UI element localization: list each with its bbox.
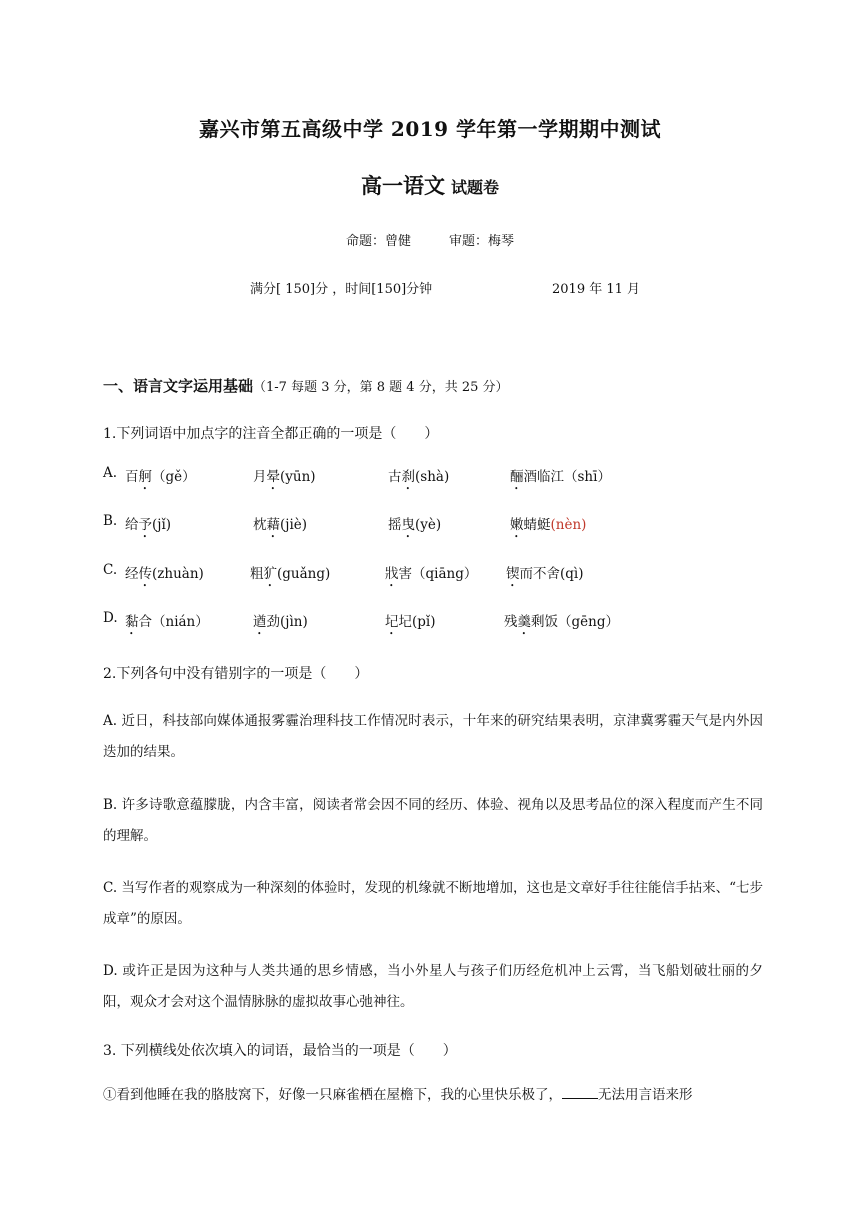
score-time: 满分[ 150]分 ，时间[150]分钟 xyxy=(250,282,433,297)
option-label: B. xyxy=(103,513,118,529)
question-1-option-a xyxy=(103,465,803,487)
word: 黏合（nián） xyxy=(125,614,209,630)
question-2-stem: 2.下列各句中没有错别字的一项是（ ） xyxy=(103,666,369,682)
subject-name: 高一语文 xyxy=(360,173,445,198)
question-2-option-d: D. 或许正是因为这种与人类共通的思乡情感，当小外星人与孩子们历经危机冲上云霄，当飞船划破壮丽的夕阳，观众才会对这个温情脉脉的虚拟故事心弛神往。 xyxy=(103,963,763,1010)
option-label: D. xyxy=(103,610,118,626)
section-note: （1-7 每题 3 分，第 8 题 4 分，共 25 分） xyxy=(253,380,509,395)
word: 遒劲(jìn) xyxy=(253,614,308,630)
section-heading xyxy=(103,375,509,396)
fill-blank xyxy=(562,1085,598,1099)
authors-line xyxy=(0,230,860,249)
word: 给予(jǐ) xyxy=(125,517,172,533)
word: 粗犷(guǎng) xyxy=(250,566,331,582)
section-title: 一、语言文字运用基础 xyxy=(103,377,254,395)
word: 残羹剩饭（gēng） xyxy=(504,614,619,630)
word: 百舸（gě） xyxy=(125,469,196,485)
subject-tail: 试题卷 xyxy=(450,178,499,197)
word: 嫩蜻蜓(nèn) xyxy=(510,517,587,533)
question-3-stem: 3. 下列横线处依次填入的词语，最恰当的一项是（ ） xyxy=(103,1043,457,1059)
reviewer: 审题：梅琴 xyxy=(449,234,515,249)
question-3-line-1: ①看到他睡在我的胳肢窝下，好像一只麻雀栖在屋檐下，我的心里快乐极了， 无法用言语来形 xyxy=(103,1087,693,1103)
word: 摇曳(yè) xyxy=(388,517,442,533)
word: 枕藉(jiè) xyxy=(253,517,308,533)
word: 古刹(shà) xyxy=(388,469,450,485)
exam-date: 2019 年 11 月 xyxy=(552,282,641,297)
question-1-option-d xyxy=(103,610,803,632)
question-1-option-c xyxy=(103,562,803,584)
exam-title: 嘉兴市第五高级中学 2019 学年第一学期期中测试 xyxy=(198,117,662,141)
word: 月晕(yūn) xyxy=(253,469,316,485)
question-1-stem: 1.下列词语中加点字的注音全都正确的一项是（ ） xyxy=(103,426,439,442)
author: 命题：曾健 xyxy=(345,234,411,249)
word: 圮圮(pǐ) xyxy=(385,614,436,630)
option-label: A. xyxy=(103,465,118,481)
question-2-option-c: C. 当写作者的观察成为一种深刻的体验时，发现的机缘就不断地增加，这也是文章好手往往能信手拈来、“七步成章”的原因。 xyxy=(103,880,763,927)
word: 经传(zhuàn) xyxy=(125,566,204,582)
word: 酾酒临江（shī） xyxy=(510,469,611,485)
word: 锲而不舍(qì) xyxy=(506,566,584,582)
question-1-option-b xyxy=(103,513,803,535)
question-2-option-b: B. 许多诗歌意蕴朦胧，内含丰富，阅读者常会因不同的经历、体验、视角以及思考品位的深入程度而产生不同的理解。 xyxy=(103,797,763,844)
question-2-option-a: A. 近日，科技部向媒体通报雾霾治理科技工作情况时表示，十年来的研究结果表明，京津冀雾霾天气是内外因迭加的结果。 xyxy=(103,713,763,760)
word: 戕害（qiāng） xyxy=(385,566,478,582)
option-label: C. xyxy=(103,562,118,578)
subject-title xyxy=(0,170,860,200)
